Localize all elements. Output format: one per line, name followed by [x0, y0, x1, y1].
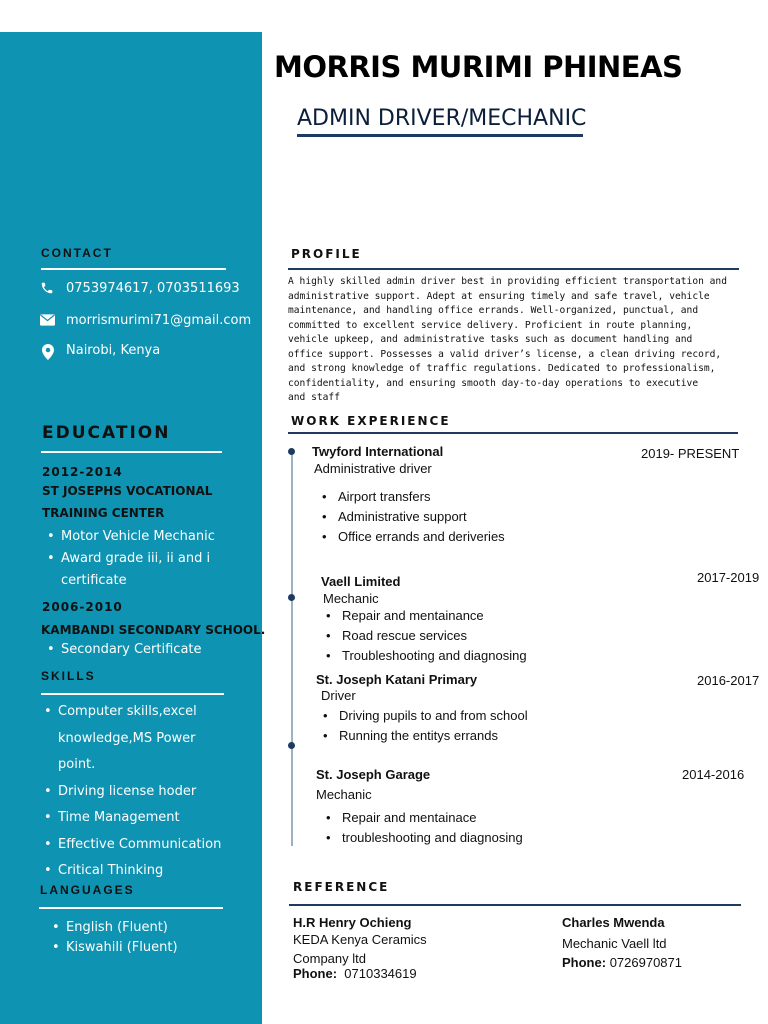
languages-heading: LANGUAGES [40, 883, 135, 897]
location-pin-icon [42, 344, 54, 360]
list-item: • Road rescue services [318, 626, 527, 646]
skills-heading: SKILLS [41, 669, 96, 683]
reference-phone-value-2: 0726970871 [609, 955, 682, 970]
list-item: • Running the entitys errands [315, 726, 528, 746]
job-dates-2: 2017-2019 [697, 570, 760, 585]
job-dates-1: 2019- PRESENT [641, 446, 740, 461]
profile-heading: PROFILE [291, 247, 362, 261]
list-item-continuation: point. [58, 757, 96, 772]
reference-org-2: Mechanic Vaell ltd [562, 936, 667, 951]
reference-phone-2 [562, 955, 682, 970]
skills-divider [41, 693, 224, 695]
list-item: • Motor Vehicle Mechanic [41, 529, 256, 551]
timeline-dot [288, 448, 295, 455]
timeline-dot [288, 742, 295, 749]
contact-location: Nairobi, Kenya [66, 343, 161, 358]
list-item: • Kiswahili (Fluent) [46, 940, 256, 960]
skills-list [38, 704, 258, 883]
education-items-2 [41, 642, 256, 657]
list-item: • Computer skills,excel [38, 704, 258, 731]
contact-phone: 0753974617, 0703511693 [66, 281, 240, 296]
list-item: • English (Fluent) [46, 920, 256, 940]
candidate-name: MORRIS MURIMI PHINEAS [274, 50, 683, 84]
contact-heading: CONTACT [41, 246, 113, 260]
list-item: • Time Management [38, 810, 258, 837]
mail-icon [40, 314, 55, 326]
phone-label: Phone: [293, 966, 338, 981]
phone-label: Phone: [562, 955, 607, 970]
education-years-2: 2006-2010 [42, 600, 123, 614]
contact-divider [41, 268, 226, 270]
list-item: • Repair and mentainace [318, 808, 523, 828]
reference-phone-value-1: 0710334619 [344, 966, 417, 981]
list-item: • Driving pupils to and from school [315, 706, 528, 726]
education-school-1b: TRAINING CENTER [42, 506, 165, 520]
profile-line: A highly skilled admin driver best in providing efficient transportation and [288, 276, 727, 287]
job-role-4: Mechanic [316, 787, 372, 802]
job-dates-4: 2014-2016 [682, 767, 745, 782]
education-school-2: KAMBANDI SECONDARY SCHOOL. [41, 623, 266, 637]
reference-org-1a: KEDA Kenya Ceramics [293, 932, 427, 947]
phone-icon [40, 281, 54, 295]
languages-divider [39, 907, 223, 909]
list-item: • Airport transfers [314, 487, 505, 507]
job-duties-2 [318, 606, 527, 666]
education-items-1 [41, 529, 256, 595]
job-dates-3: 2016-2017 [697, 673, 760, 688]
list-item: • Secondary Certificate [41, 642, 256, 657]
reference-org-1b: Company ltd [293, 951, 366, 966]
timeline-dot [288, 594, 295, 601]
profile-line: maintenance, and handling office errands. Well-organized, punctual, and [288, 305, 699, 316]
job-title: ADMIN DRIVER/MECHANIC [297, 106, 587, 131]
education-years-1: 2012-2014 [42, 465, 123, 479]
profile-line: office support. Possesses a valid driver’s license, a clean driving record, [288, 348, 722, 360]
profile-line: confidentiality, and ensuring smooth day-to-day operations to executive [288, 377, 699, 389]
profile-text [288, 275, 748, 406]
reference-name-1: H.R Henry Ochieng [293, 915, 412, 930]
education-divider [41, 451, 222, 453]
reference-name-2: Charles Mwenda [562, 915, 665, 930]
list-item: • Critical Thinking [38, 863, 258, 883]
job-duties-3 [315, 706, 528, 746]
profile-line: administrative support. Adept at ensuring timely and safe travel, vehicle [288, 290, 710, 302]
reference-divider [289, 904, 741, 906]
job-role-3: Driver [321, 688, 356, 703]
list-item: • Driving license hoder [38, 784, 258, 811]
job-company-4: St. Joseph Garage [316, 767, 431, 782]
timeline-line [291, 452, 293, 846]
profile-divider [288, 268, 739, 270]
profile-line: and staff [288, 392, 340, 403]
title-underline [297, 134, 583, 137]
work-divider [288, 432, 738, 434]
reference-phone-1 [293, 966, 417, 981]
list-item-continuation: knowledge,MS Power [58, 730, 196, 746]
job-company-1: Twyford International [312, 444, 444, 459]
reference-heading: REFERENCE [293, 880, 390, 894]
list-item: • Administrative support [314, 507, 505, 527]
list-item: • Award grade iii, ii and i [41, 551, 256, 573]
profile-line: committed to excellent service delivery. Proficient in route planning, [288, 319, 693, 331]
list-item: • troubleshooting and diagnosing [318, 828, 523, 848]
education-heading: EDUCATION [42, 423, 171, 443]
profile-line: and strong knowledge of traffic regulations. Dedicated to professionalism, [288, 363, 716, 374]
list-item: • Troubleshooting and diagnosing [318, 646, 527, 666]
job-role-1: Administrative driver [314, 461, 432, 476]
work-experience-heading: WORK EXPERIENCE [291, 414, 451, 428]
profile-line: vehicle upkeep, and administrative tasks such as document handling and [288, 334, 693, 345]
job-duties-1 [314, 487, 505, 547]
list-item: • Effective Communication [38, 837, 258, 864]
languages-list [46, 920, 256, 960]
list-item: • Repair and mentainance [318, 606, 527, 626]
education-school-1a: ST JOSEPHS VOCATIONAL [42, 484, 213, 498]
list-item: • Office errands and deriveries [314, 527, 505, 547]
job-company-3: St. Joseph Katani Primary [316, 672, 478, 687]
contact-email[interactable]: morrismurimi71@gmail.com [66, 313, 252, 328]
job-company-2: Vaell Limited [321, 574, 401, 589]
list-item-continuation: certificate [61, 573, 127, 588]
job-role-2: Mechanic [323, 591, 379, 606]
job-duties-4 [318, 808, 523, 848]
